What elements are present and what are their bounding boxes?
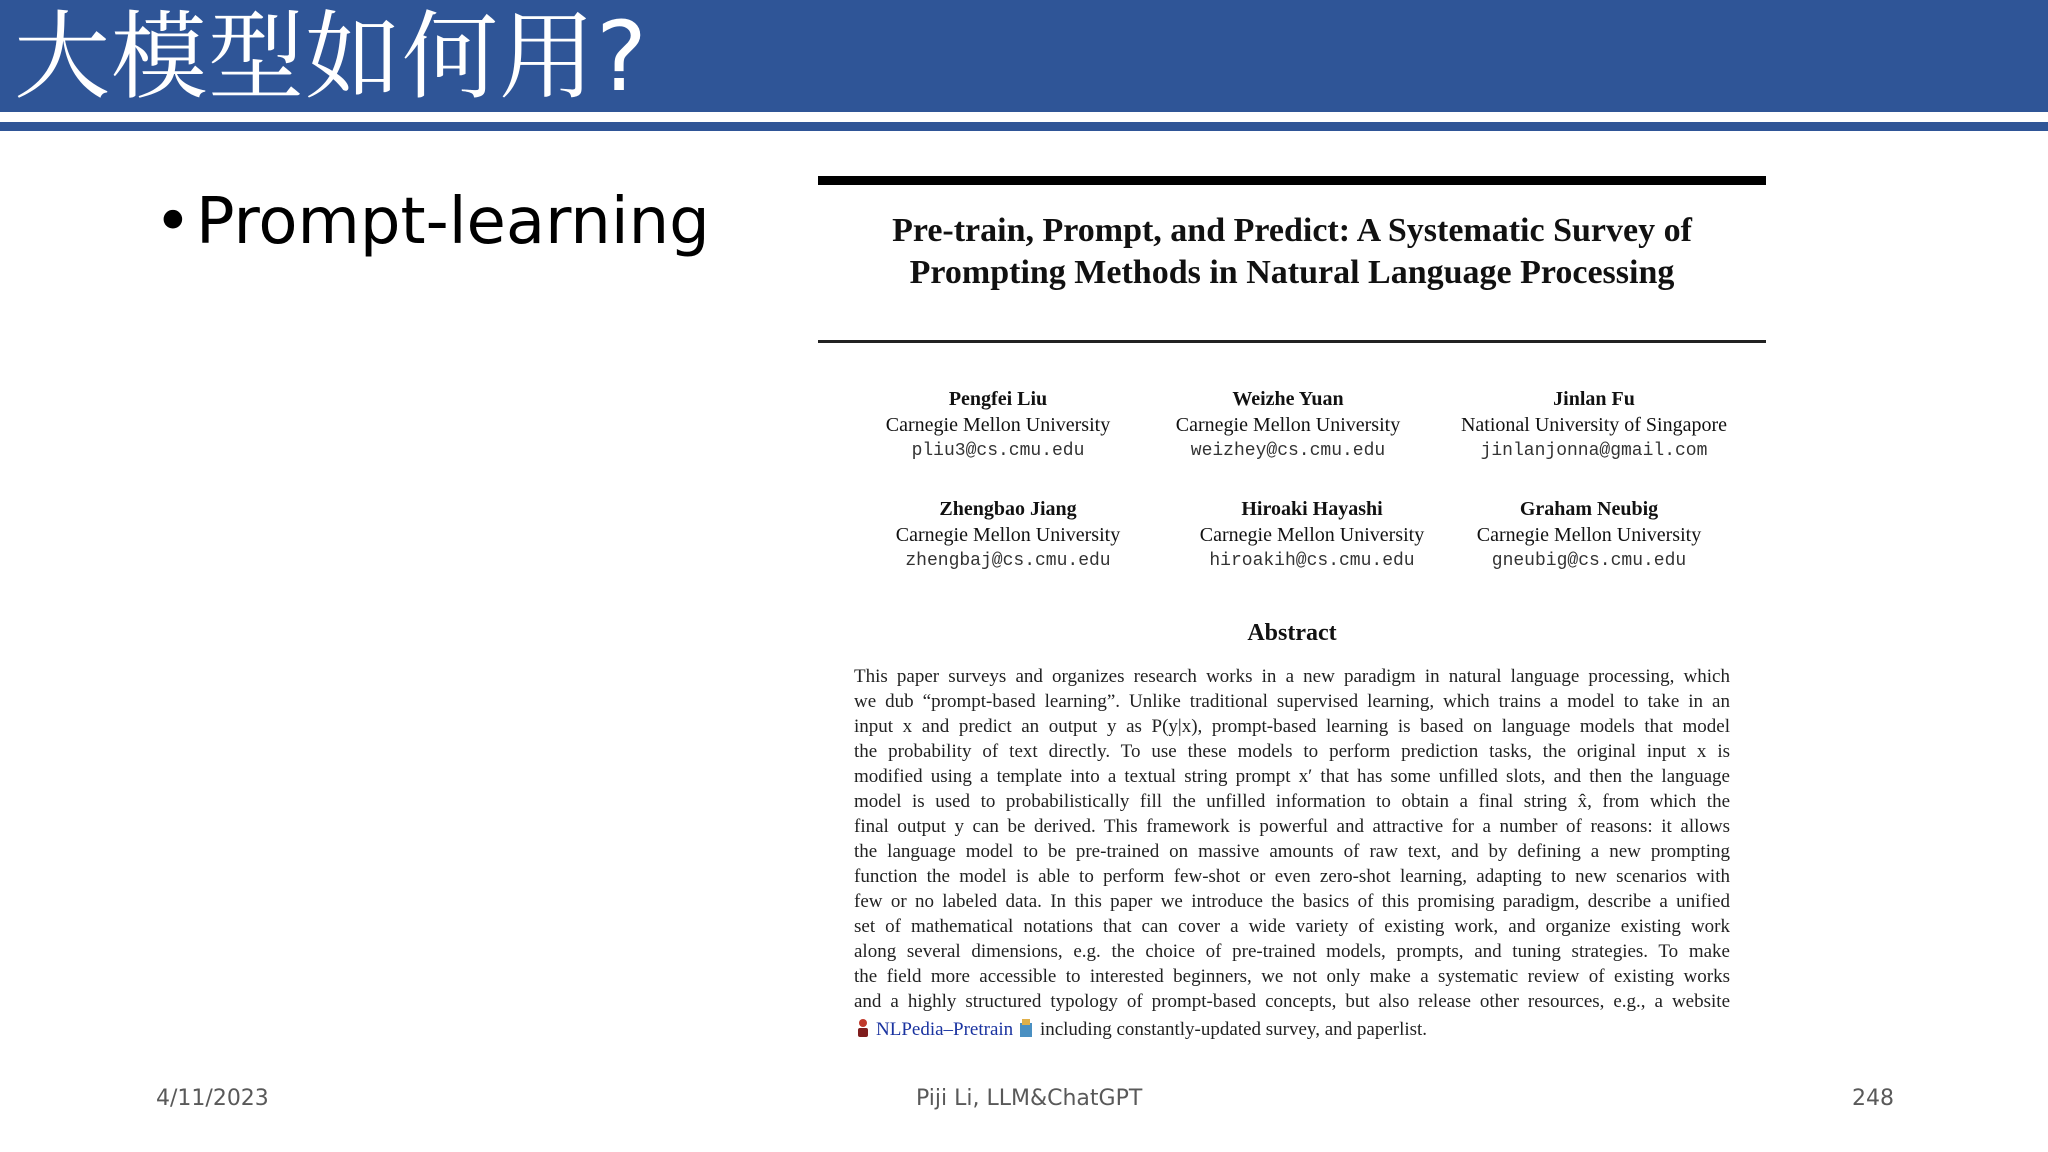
paper-excerpt [818, 176, 1766, 1056]
author-name: Jinlan Fu [1553, 388, 1635, 410]
author-email: gneubig@cs.cmu.edu [1491, 551, 1687, 571]
person-icon [854, 1017, 872, 1039]
abstract-last-line [854, 1017, 1730, 1042]
author-email: jinlanjonna@gmail.com [1480, 441, 1708, 461]
author-affiliation: Carnegie Mellon University [1199, 524, 1425, 546]
abstract-heading: Abstract [1247, 620, 1337, 646]
author-email: zhengbaj@cs.cmu.edu [905, 551, 1111, 571]
author-block [1138, 386, 1438, 464]
footer-date: 4/11/2023 [156, 1086, 269, 1111]
abstract-line: and a highly structured typology of prompt-based concepts, but also release other resources, e.g., a website [854, 991, 1730, 1012]
abstract-line: we dub “prompt-based learning”. Unlike traditional supervised learning, which trains a model to take in an [854, 691, 1730, 712]
abstract-line: set of mathematical notations that can cover a wide variety of existing work, and organize existing work [854, 916, 1730, 937]
author-name: Hiroaki Hayashi [1241, 498, 1383, 520]
paper-title [818, 210, 1766, 294]
author-block [858, 496, 1158, 574]
abstract-line: the probability of text directly. To use these models to perform prediction tasks, the original input x is [854, 741, 1730, 762]
author-affiliation: National University of Singapore [1460, 414, 1728, 436]
title-underline [0, 122, 2048, 131]
author-name: Pengfei Liu [948, 388, 1048, 410]
abstract-line: final output y can be derived. This framework is powerful and attractive for a number of reasons: it allows [854, 816, 1730, 837]
author-name: Graham Neubig [1519, 498, 1659, 520]
paper-title-rule [818, 340, 1766, 343]
author-affiliation: Carnegie Mellon University [885, 414, 1111, 436]
slide-title: 大模型如何用? [14, 1, 648, 113]
abstract-body [854, 664, 1730, 1042]
author-affiliation: Carnegie Mellon University [1476, 524, 1702, 546]
author-name: Zhengbao Jiang [939, 498, 1077, 520]
bullet-dot: • [154, 185, 192, 259]
abstract-line: model is used to probabilistically fill the unfilled information to obtain a final string x̂, from which the [854, 791, 1730, 812]
author-block [1444, 496, 1734, 574]
author-affiliation: Carnegie Mellon University [895, 524, 1121, 546]
abstract-line: input x and predict an output y as P(y|x), prompt-based learning is based on language models that model [854, 716, 1730, 737]
nlpedia-link[interactable]: NLPedia–Pretrain [876, 1019, 1014, 1040]
book-icon [1018, 1017, 1036, 1039]
bullet-text: Prompt-learning [196, 185, 710, 259]
author-affiliation: Carnegie Mellon University [1175, 414, 1401, 436]
author-email: hiroakih@cs.cmu.edu [1209, 551, 1415, 571]
title-bar [0, 0, 2048, 112]
abstract-line: along several dimensions, e.g. the choice of pre-trained models, prompts, and tuning strategies. To make [854, 941, 1730, 962]
author-name: Weizhe Yuan [1232, 388, 1344, 410]
footer-page-number: 248 [1852, 1086, 1894, 1111]
author-email: weizhey@cs.cmu.edu [1190, 441, 1386, 461]
abstract-line: the field more accessible to interested beginners, we not only make a systematic review of existing works [854, 966, 1730, 987]
abstract-line: This paper surveys and organizes research works in a new paradigm in natural language processing, which [854, 666, 1730, 687]
author-block [848, 386, 1148, 464]
author-block [1162, 496, 1462, 574]
abstract-line: modified using a template into a textual string prompt x′ that has some unfilled slots, and then the language [854, 766, 1730, 787]
abstract-line: the language model to be pre-trained on massive amounts of raw text, and by defining a new prompting [854, 841, 1730, 862]
paper-title-line: Pre-train, Prompt, and Predict: A Systematic Survey of [892, 212, 1692, 249]
abstract-line: function the model is able to perform few-shot or even zero-shot learning, adapting to new scenarios with [854, 866, 1730, 887]
bullet-item [154, 184, 710, 260]
author-email: pliu3@cs.cmu.edu [911, 441, 1085, 461]
footer-center: Piji Li, LLM&ChatGPT [916, 1086, 1143, 1111]
paper-title-line: Prompting Methods in Natural Language Processing [909, 254, 1675, 291]
paper-top-rule [818, 176, 1766, 185]
abstract-tail: including constantly-updated survey, and paperlist. [1039, 1019, 1428, 1040]
abstract-line: few or no labeled data. In this paper we introduce the basics of this promising paradigm, describe a unified [854, 891, 1730, 912]
author-block [1434, 386, 1754, 464]
